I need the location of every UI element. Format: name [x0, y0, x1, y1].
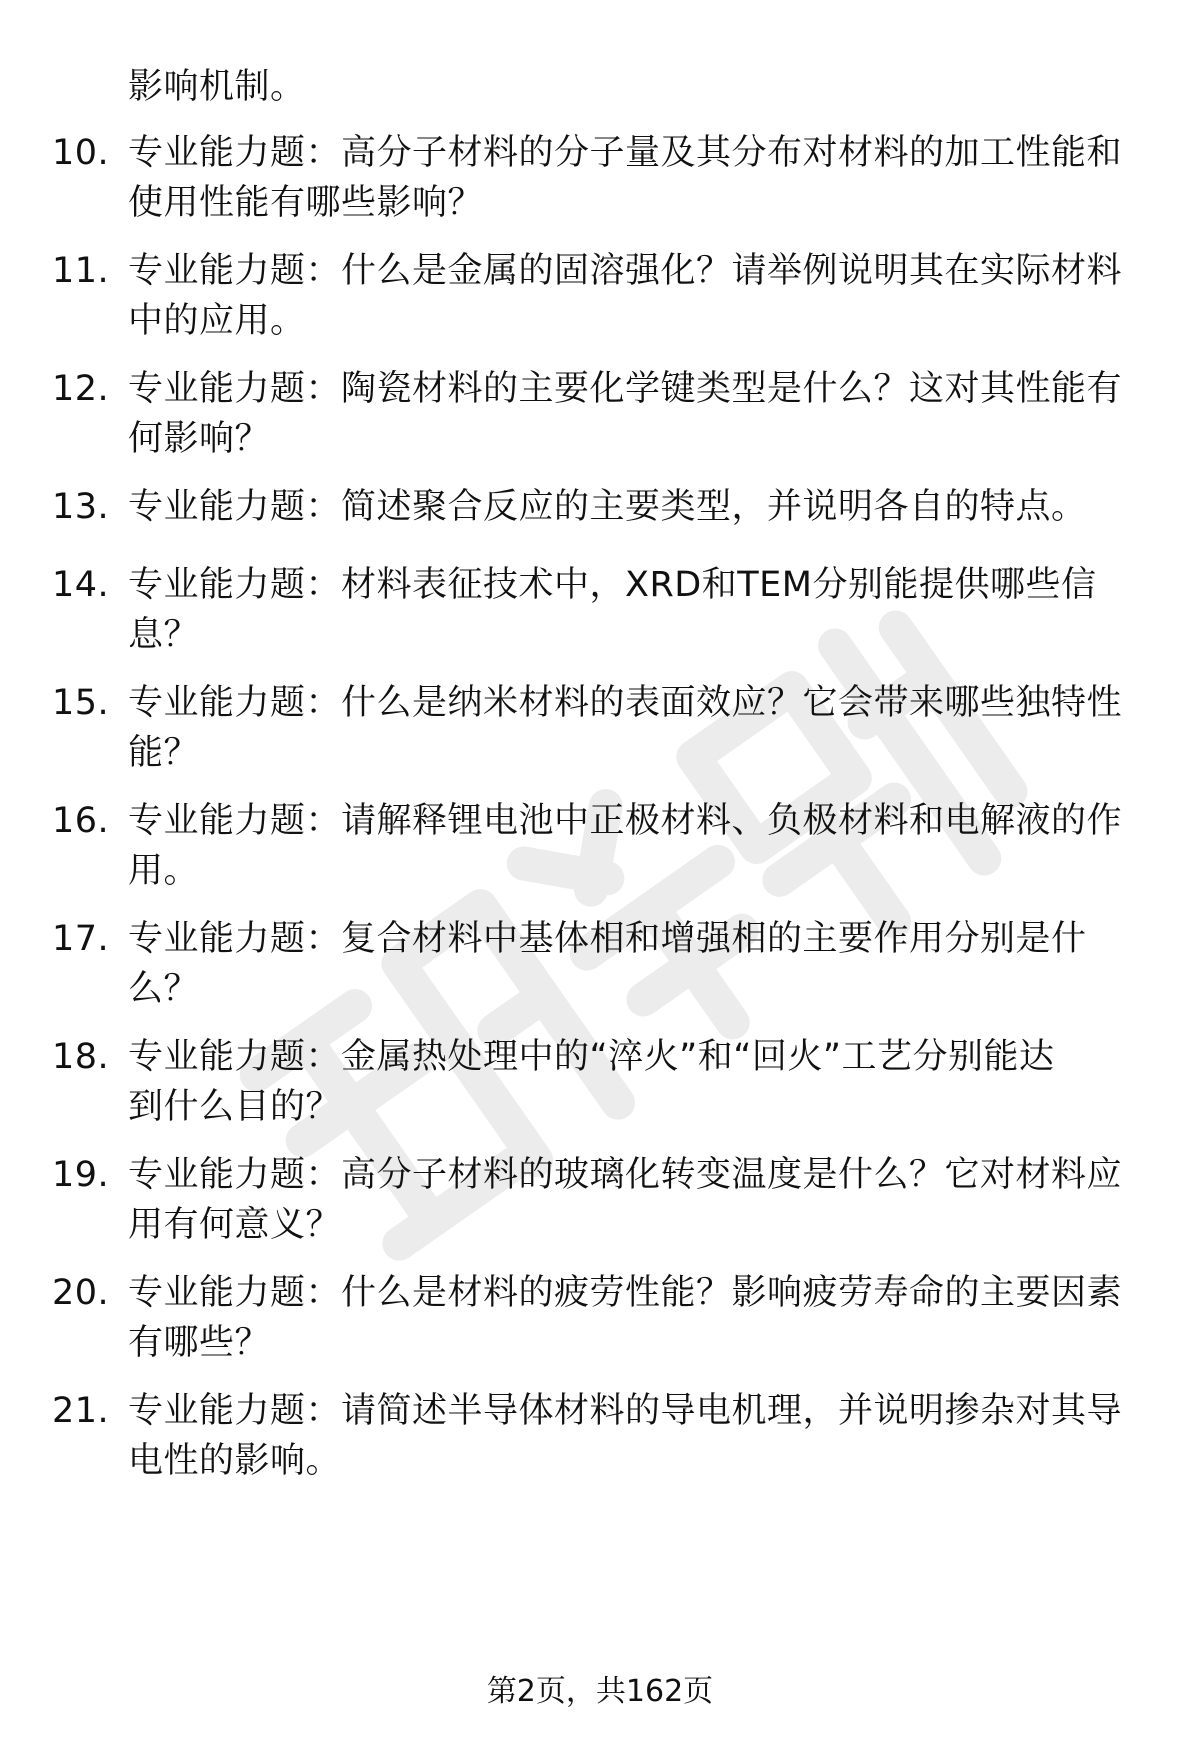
question-number: 10.	[52, 133, 110, 173]
question-number: 20.	[52, 1273, 110, 1313]
question-line	[128, 482, 1087, 532]
question-number: 13.	[52, 487, 110, 527]
question-text: 简述聚合反应的主要类型，并说明各自的特点。	[341, 487, 1087, 527]
question-prefix: 专业能力题：	[128, 251, 342, 291]
question-prefix: 专业能力题：	[128, 133, 342, 173]
question-text: 金属热处理中的“淬火”和“回火”工艺分别能达	[341, 1037, 1055, 1077]
question-number: 18.	[52, 1037, 110, 1077]
question-prefix: 专业能力题：	[128, 1037, 342, 1077]
question-text: 什么是材料的疲劳性能？影响疲劳寿命的主要因素	[341, 1273, 1123, 1313]
question-text: 什么是金属的固溶强化？请举例说明其在实际材料	[341, 251, 1123, 291]
question-line	[128, 1268, 1122, 1318]
question-continuation: 用有何意义？	[128, 1205, 342, 1245]
question-continuation: 么？	[128, 969, 200, 1009]
question-continuation: 电性的影响。	[128, 1441, 342, 1481]
question-text: 复合材料中基体相和增强相的主要作用分别是什	[341, 919, 1087, 959]
question-line	[128, 560, 1096, 610]
question-line	[128, 678, 1122, 728]
question-text: 陶瓷材料的主要化学键类型是什么？这对其性能有	[341, 369, 1123, 409]
question-line	[128, 128, 1122, 178]
question-text: 高分子材料的玻璃化转变温度是什么？它对材料应	[341, 1155, 1123, 1195]
question-continuation: 何影响？	[128, 419, 271, 459]
question-prefix: 专业能力题：	[128, 1155, 342, 1195]
question-number: 15.	[52, 683, 110, 723]
question-continuation: 中的应用。	[128, 301, 306, 341]
question-number: 16.	[52, 801, 110, 841]
question-number: 12.	[52, 369, 110, 409]
question-continuation: 息？	[128, 615, 200, 655]
question-text: 什么是纳米材料的表面效应？它会带来哪些独特性	[341, 683, 1123, 723]
question-line	[128, 1150, 1122, 1200]
question-number: 17.	[52, 919, 110, 959]
question-prefix: 专业能力题：	[128, 801, 342, 841]
question-continuation: 使用性能有哪些影响？	[128, 183, 484, 223]
question-line	[128, 914, 1087, 964]
question-continuation: 用。	[128, 851, 200, 891]
question-line	[128, 796, 1122, 846]
question-continuation: 有哪些？	[128, 1323, 271, 1363]
question-text: 高分子材料的分子量及其分布对材料的加工性能和	[341, 133, 1123, 173]
question-text: 请简述半导体材料的导电机理，并说明掺杂对其导	[341, 1391, 1123, 1431]
page-footer: 第2页，共162页	[486, 1674, 714, 1709]
question-prefix: 专业能力题：	[128, 919, 342, 959]
question-prefix: 专业能力题：	[128, 1273, 342, 1313]
question-line	[128, 1386, 1122, 1436]
continuation-text: 影响机制。	[128, 67, 306, 107]
question-prefix: 专业能力题：	[128, 683, 342, 723]
question-number: 11.	[52, 251, 110, 291]
question-prefix: 专业能力题：	[128, 565, 342, 605]
question-line	[128, 364, 1122, 414]
question-prefix: 专业能力题：	[128, 369, 342, 409]
question-number: 21.	[52, 1391, 110, 1431]
question-number: 14.	[52, 565, 110, 605]
question-prefix: 专业能力题：	[128, 1391, 342, 1431]
question-line	[128, 1032, 1055, 1082]
question-text: 请解释锂电池中正极材料、负极材料和电解液的作	[341, 801, 1123, 841]
question-text: 材料表征技术中，XRD和TEM分别能提供哪些信	[341, 565, 1097, 605]
question-line	[128, 246, 1122, 296]
question-number: 19.	[52, 1155, 110, 1195]
question-continuation: 到什么目的？	[128, 1087, 342, 1127]
question-continuation: 能？	[128, 733, 200, 773]
question-prefix: 专业能力题：	[128, 487, 342, 527]
